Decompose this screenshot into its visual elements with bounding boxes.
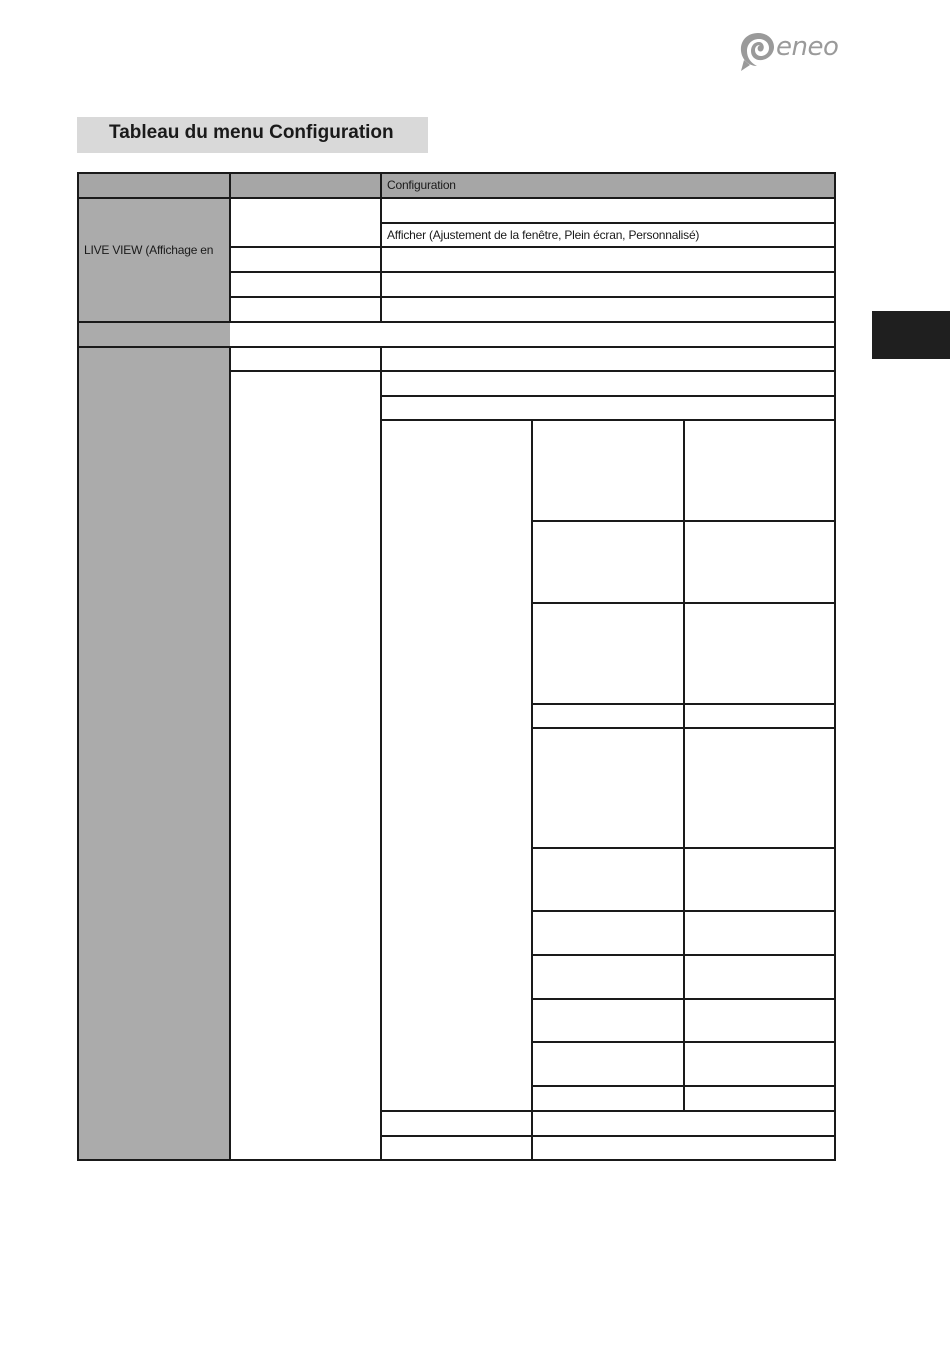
row-group-2-cell	[78, 322, 230, 347]
page-title: Tableau du menu Configuration	[109, 122, 394, 143]
live-view-cell	[78, 198, 230, 322]
header-cell-configuration: Configuration	[387, 178, 456, 192]
display-options-cell: Afficher (Ajustement de la fenêtre, Plein écran, Personnalisé)	[387, 228, 700, 242]
chapter-tab	[872, 311, 950, 359]
live-view-label: LIVE VIEW (Affichage en	[84, 243, 214, 257]
brand-name: eneo	[776, 32, 839, 62]
table-header-row	[78, 173, 835, 198]
row-group-3-cell	[78, 347, 230, 1160]
swirl-logo-icon	[738, 30, 778, 72]
